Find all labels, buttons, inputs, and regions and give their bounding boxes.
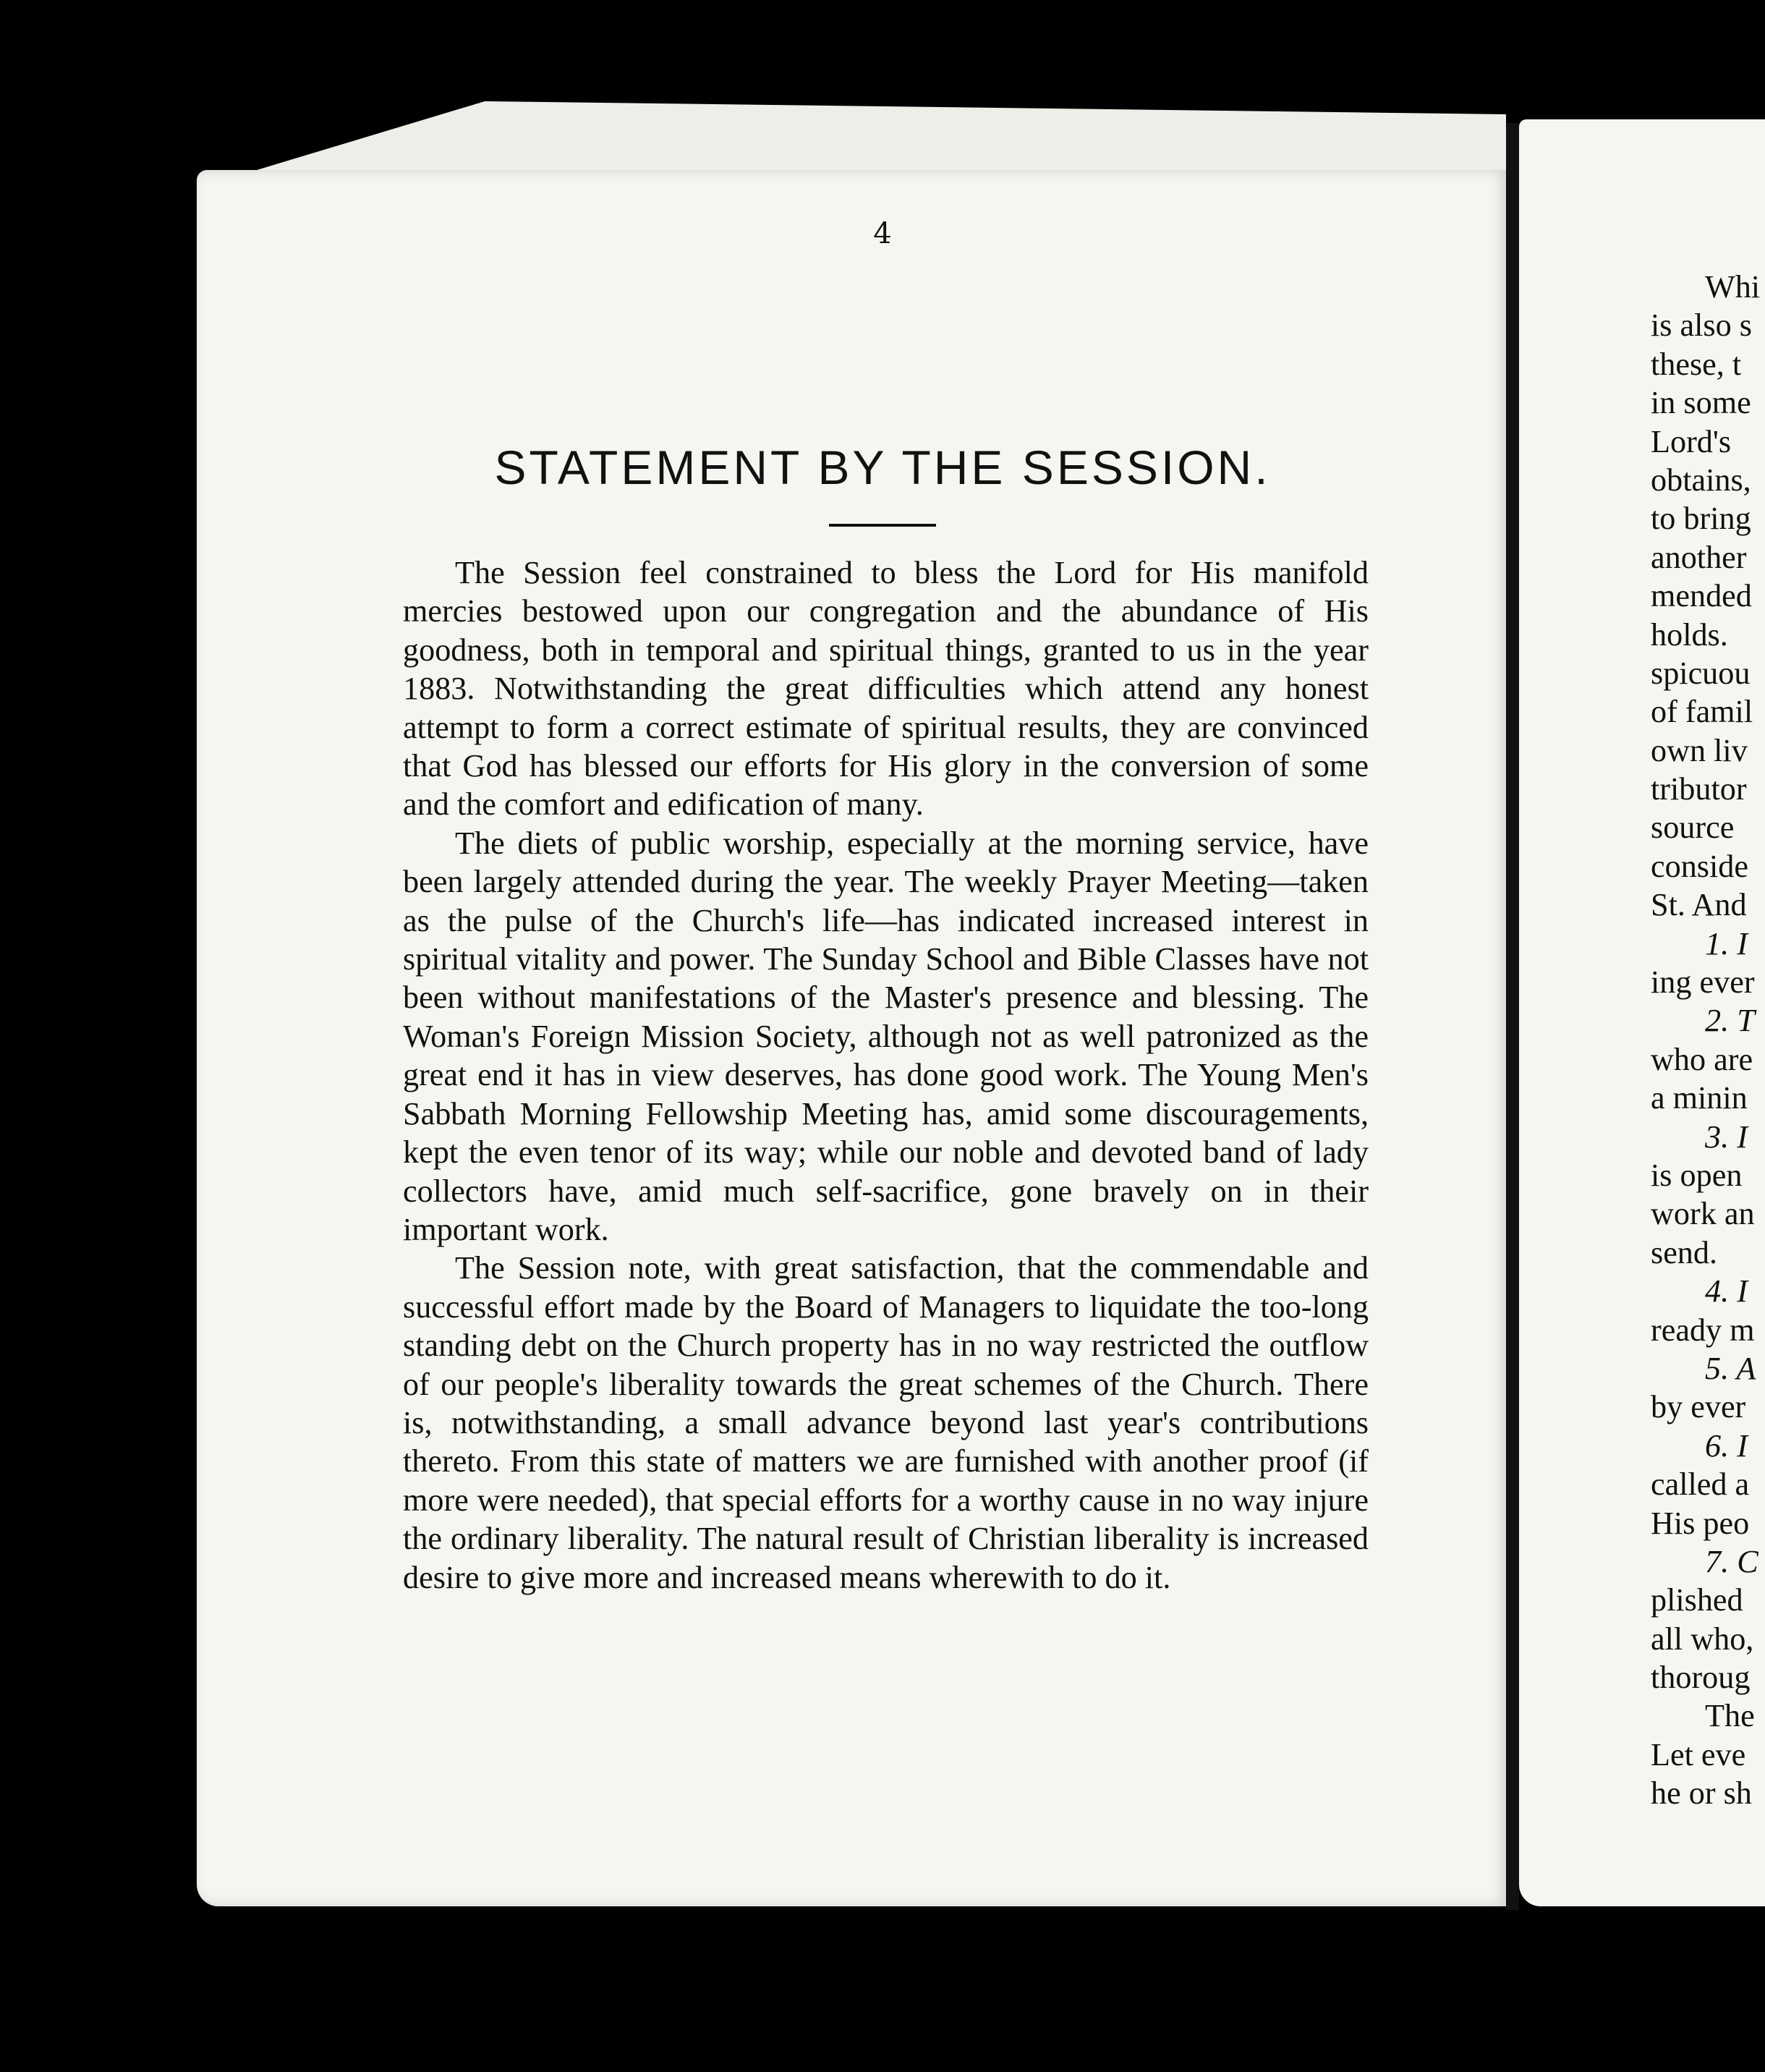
right-line: tributor bbox=[1651, 771, 1747, 807]
right-line: ready m bbox=[1651, 1312, 1755, 1348]
statement-body bbox=[403, 553, 1369, 1597]
right-line: obtains, bbox=[1651, 462, 1751, 498]
right-line: another bbox=[1651, 539, 1747, 575]
right-line: to bring bbox=[1651, 501, 1751, 537]
right-line: conside bbox=[1651, 848, 1748, 884]
right-line: thoroug bbox=[1651, 1660, 1751, 1696]
right-line: Let eve bbox=[1651, 1736, 1746, 1772]
right-line: St. And bbox=[1651, 887, 1747, 923]
right-line: Lord's bbox=[1651, 423, 1732, 459]
page-title: STATEMENT BY THE SESSION. bbox=[494, 441, 1271, 494]
paragraph: The Session feel constrained to bless the Lord for His manifold mercies bestowed upon our congregation and the abundance of His goodness, both in temporal and spiritual things, granted to us in the year 1883. Notwithstanding the great difficulties which attend any honest attempt to form a correct estimate of spiritual results, they are convinced that God has blessed our efforts for His glory in the conversion of some and the comfort and edification of many. bbox=[403, 555, 1369, 823]
right-page-text bbox=[1651, 268, 1765, 1813]
right-line: a minin bbox=[1651, 1080, 1748, 1116]
right-line: by ever bbox=[1651, 1389, 1746, 1425]
right-line: 1. I bbox=[1705, 925, 1748, 961]
right-line: who are bbox=[1651, 1041, 1753, 1077]
right-line: send. bbox=[1651, 1234, 1718, 1270]
right-line: His peo bbox=[1651, 1505, 1750, 1541]
right-line: in some bbox=[1651, 385, 1751, 421]
right-line: work an bbox=[1651, 1196, 1755, 1232]
right-line: 6. I bbox=[1705, 1427, 1748, 1464]
right-line: source bbox=[1651, 810, 1735, 846]
right-line: all who, bbox=[1651, 1621, 1754, 1657]
right-line: mended bbox=[1651, 578, 1752, 614]
right-line: 5. A bbox=[1705, 1350, 1756, 1386]
right-line: The bbox=[1705, 1698, 1755, 1734]
right-line: spicuou bbox=[1651, 655, 1751, 691]
book-gutter bbox=[1506, 123, 1519, 1910]
right-line: he or sh bbox=[1651, 1775, 1752, 1812]
right-line: called a bbox=[1651, 1466, 1750, 1503]
right-line: Whi bbox=[1705, 269, 1761, 305]
right-line: 2. T bbox=[1705, 1003, 1755, 1039]
right-line: ing ever bbox=[1651, 964, 1755, 1001]
page-number: 4 bbox=[873, 217, 892, 250]
right-line: 7. C bbox=[1705, 1543, 1758, 1579]
right-line: is also s bbox=[1651, 307, 1752, 344]
paragraph: The diets of public worship, especially at the morning service, have been largely attended during the year. The weekly Prayer Meeting—taken as the pulse of the Church's life—has indicated increased interest in spiritual vitality and power. The Sunday School and Bible Classes have not been without manifestations of the Master's presence and blessing. The Woman's Foreign Mission Society, although not as well patronized as the great end it has in view deserves, has done good work. The Young Men's Sabbath Morning Fellowship Meeting has, amid some discouragements, kept the even tenor of its way; while our noble and devoted band of lady collectors have, amid much self-sacrifice, gone bravely on in their important work. bbox=[403, 825, 1369, 1247]
right-line: these, t bbox=[1651, 346, 1742, 382]
right-line: holds. bbox=[1651, 616, 1728, 653]
right-line: is open bbox=[1651, 1157, 1743, 1193]
title-rule bbox=[829, 524, 936, 527]
paragraph: The Session note, with great satisfaction, that the commendable and successful effort made by the Board of Managers to liquidate the too-long standing debt on the Church property has in no way restricted the outflow of our people's liberality towards the great schemes of the Church. There is, notwithstanding, a small advance beyond last year's contributions thereto. From this state of matters we are furnished with another proof (if more were needed), that special efforts for a worthy cause in no way injure the ordinary liberality. The natural result of Christian liberality is increased desire to give more and increased means wherewith to do it. bbox=[403, 1250, 1369, 1595]
right-line: own liv bbox=[1651, 732, 1748, 768]
right-line: of famil bbox=[1651, 694, 1753, 730]
right-line: plished bbox=[1651, 1582, 1743, 1618]
right-line: 3. I bbox=[1705, 1118, 1748, 1155]
right-line: 4. I bbox=[1705, 1273, 1748, 1309]
